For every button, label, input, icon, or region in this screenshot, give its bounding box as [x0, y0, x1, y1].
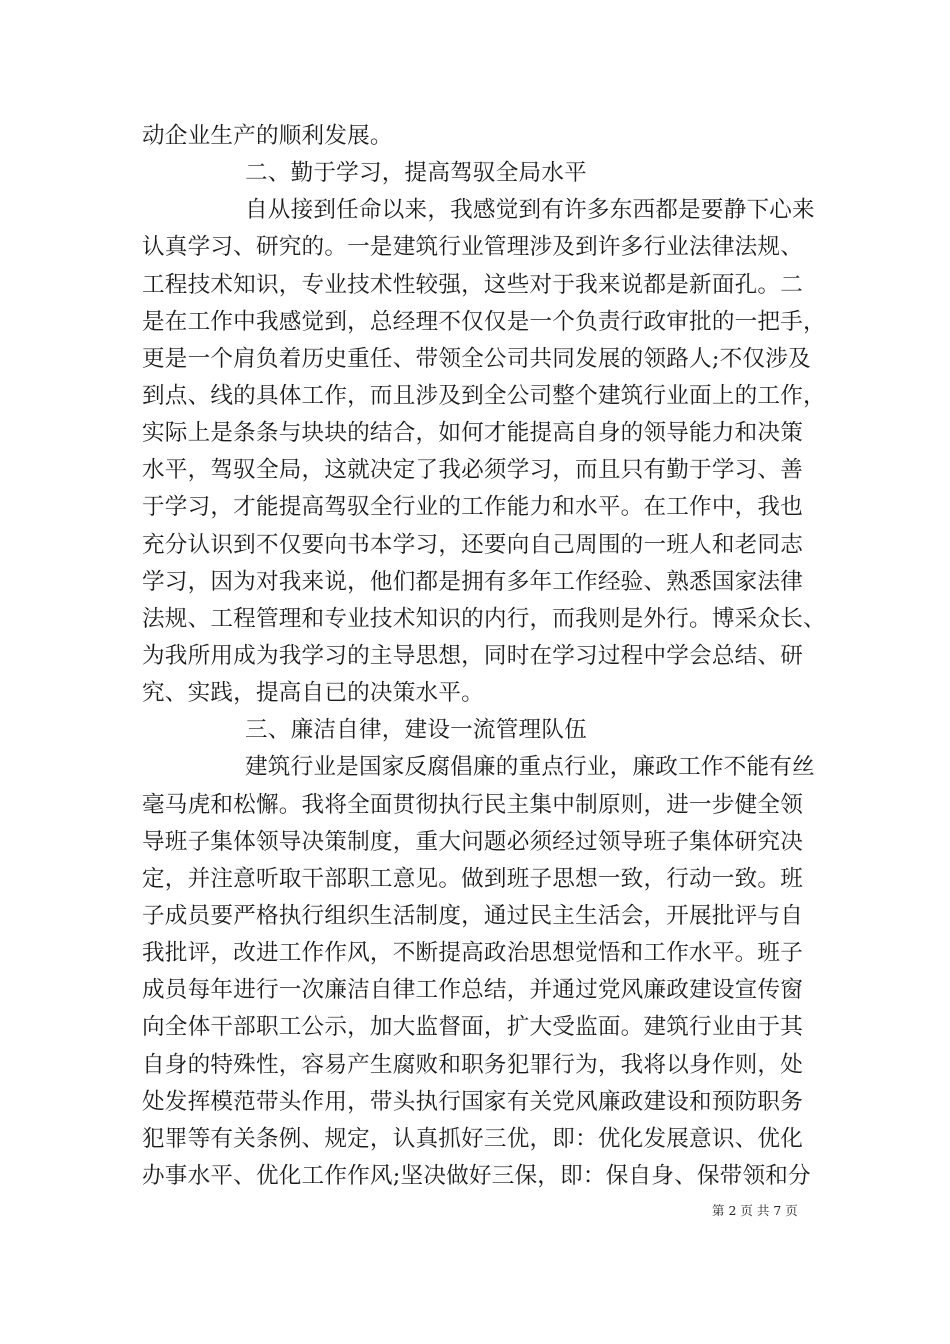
text-line: 到点、线的具体工作，而且涉及到全公司整个建筑行业面上的工作， [142, 383, 826, 409]
text-line: 向全体干部职工公示，加大监督面，扩大受监面。建筑行业由于其 [142, 1014, 804, 1041]
paragraph-start-line: 自从接到任命以来，我感觉到有许多东西都是要静下心来 [245, 197, 815, 224]
text-line: 定，并注意听取干部职工意见。做到班子思想一致，行动一致。班 [142, 865, 804, 892]
section-heading-2: 二、勤于学习，提高驾驭全局水平 [245, 160, 587, 187]
text-line: 工程技术知识，专业技术性较强，这些对于我来说都是新面孔。二 [142, 271, 804, 298]
text-line: 于学习，才能提高驾驭全行业的工作能力和水平。在工作中，我也 [142, 494, 804, 521]
text-line: 犯罪等有关条例、规定，认真抓好三优，即：优化发展意识、优化 [142, 1125, 804, 1152]
text-line: 我批评，改进工作作风，不断提高政治思想觉悟和工作水平。班子 [142, 940, 804, 967]
text-line: 究、实践，提高自已的决策水平。 [142, 680, 484, 707]
text-line: 毫马虎和松懈。我将全面贯彻执行民主集中制原则，进一步健全领 [142, 791, 804, 818]
text-line: 认真学习、研究的。一是建筑行业管理涉及到许多行业法律法规、 [142, 234, 804, 261]
text-line: 为我所用成为我学习的主导思想，同时在学习过程中学会总结、研 [142, 643, 804, 669]
text-line: 动企业生产的顺利发展。 [142, 123, 393, 149]
text-line: 充分认识到不仅要向书本学习，还要向自己周围的一班人和老同志 [142, 531, 804, 558]
text-line: 自身的特殊性，容易产生腐败和职务犯罪行为，我将以身作则，处 [142, 1051, 804, 1078]
text-line: 水平，驾驭全局，这就决定了我必须学习，而且只有勤于学习、善 [142, 457, 804, 484]
text-line: 更是一个肩负着历史重任、带领全公司共同发展的领路人;不仅涉及 [142, 345, 811, 372]
text-line: 子成员要严格执行组织生活制度，通过民主生活会，开展批评与自 [142, 903, 804, 929]
text-line: 成员每年进行一次廉洁自律工作总结，并通过党风廉政建设宣传窗 [142, 977, 804, 1004]
text-line: 学习，因为对我来说，他们都是拥有多年工作经验、熟悉国家法律 [142, 568, 804, 595]
text-line: 是在工作中我感觉到，总经理不仅仅是一个负责行政审批的一把手， [142, 308, 826, 335]
text-line: 处发挥模范带头作用，带头执行国家有关党风廉政建设和预防职务 [142, 1088, 804, 1115]
text-line: 法规、工程管理和专业技术知识的内行，而我则是外行。博采众长、 [142, 605, 826, 632]
text-line: 实际上是条条与块块的结合，如何才能提高自身的领导能力和决策 [142, 420, 804, 447]
paragraph-start-line: 建筑行业是国家反腐倡廉的重点行业，廉政工作不能有丝 [245, 754, 815, 781]
page-number: 第 2 页 共 7 页 [712, 1203, 798, 1218]
section-heading-3: 三、廉洁自律，建设一流管理队伍 [245, 717, 587, 744]
text-line: 导班子集体领导决策制度，重大问题必须经过领导班子集体研究决 [142, 828, 804, 855]
text-line: 办事水平、优化工作作风;坚决做好三保，即：保自身、保带领和分 [142, 1163, 811, 1189]
